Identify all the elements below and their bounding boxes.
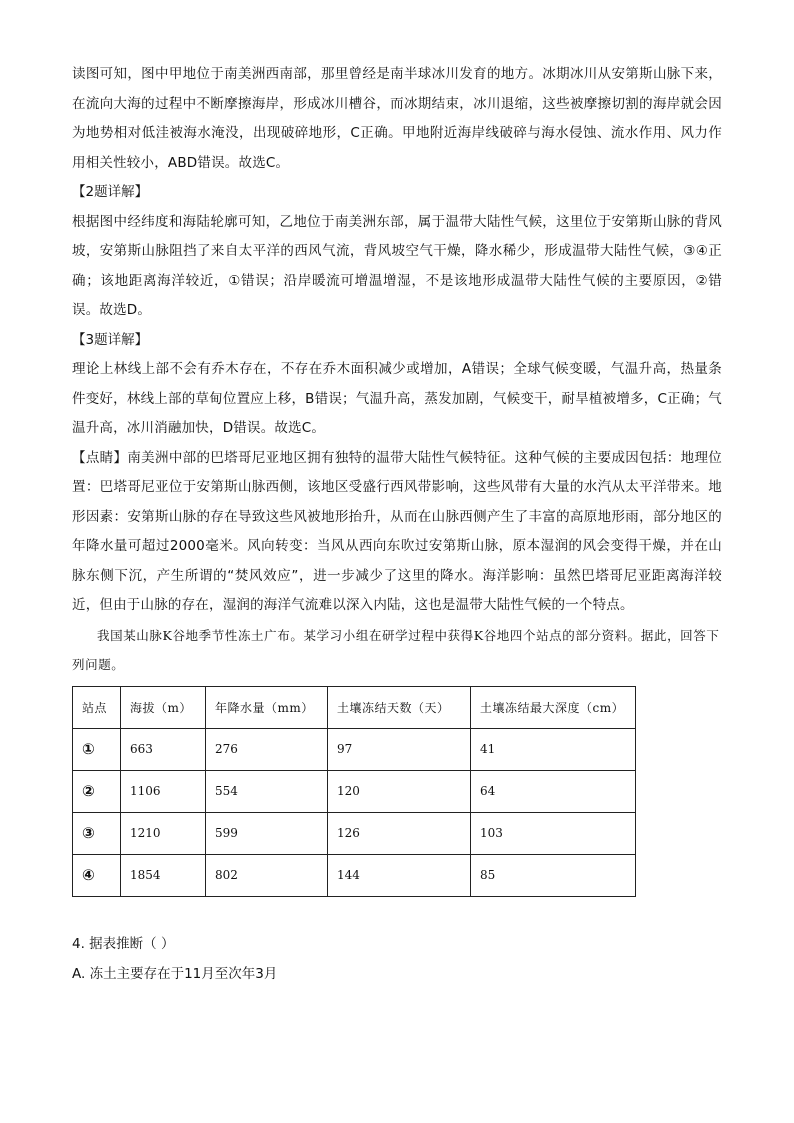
question-stem: 4. 据表推断（ ）	[72, 935, 175, 952]
station-cell	[73, 854, 121, 896]
header-precip: 年降水量（mm）	[206, 686, 328, 728]
altitude-cell: 663	[121, 728, 206, 770]
answer-paragraph-1: 读图可知，图中甲地位于南美洲西南部，那里曾经是南半球冰川发育的地方。冰期冰川从安第斯山脉下来，在流向大海的过程中不断摩擦海岸，形成冰川槽谷，而冰期结束，冰川退缩，这些被摩擦切割的海岸就会因为地势相对低洼被海水淹没，出现破碎地形，C正确。甲地附近海岸线破碎与海水侵蚀、流水作用、风力作用相关性较小，ABD错误。故选C。	[72, 66, 722, 171]
tip-paragraph	[72, 444, 722, 621]
days-cell: 126	[328, 812, 471, 854]
spacer	[72, 897, 722, 929]
station-marker: ②	[82, 781, 95, 800]
table-row	[73, 812, 636, 854]
days-cell: 97	[328, 728, 471, 770]
days-cell: 144	[328, 854, 471, 896]
station-cell	[73, 770, 121, 812]
precip-cell: 802	[206, 854, 328, 896]
header-altitude: 海拔（m）	[121, 686, 206, 728]
station-marker: ③	[82, 823, 95, 842]
station-marker: ①	[82, 739, 95, 758]
altitude-cell: 1854	[121, 854, 206, 896]
header-frozen-depth: 土壤冻结最大深度（cm）	[471, 686, 636, 728]
station-marker: ④	[82, 865, 95, 884]
answer-paragraph-3: 理论上林线上部不会有乔木存在，不存在乔木面积减少或增加，A错误；全球气候变暖，气温升高，热量条件变好，林线上部的草甸位置应上移，B错误；气温升高，蒸发加剧，气候变干，耐旱植被增多，C正确；气温升高，冰川消融加快，D错误。故选C。	[72, 361, 722, 436]
station-data-table	[72, 686, 636, 897]
altitude-cell: 1210	[121, 812, 206, 854]
depth-cell: 64	[471, 770, 636, 812]
altitude-cell: 1106	[121, 770, 206, 812]
table-header-row	[73, 686, 636, 728]
depth-cell: 85	[471, 854, 636, 896]
header-frozen-days: 土壤冻结天数（天）	[328, 686, 471, 728]
tip-text: 南美洲中部的巴塔哥尼亚地区拥有独特的温带大陆性气候特征。这种气候的主要成因包括：地理位置：巴塔哥尼亚位于安第斯山脉西侧，该地区受盛行西风带影响，这些风带有大量的水汽从太平洋带来。地形因素：安第斯山脉的存在导致这些风被地形抬升，从而在山脉西侧产生了丰富的高原地形雨，部分地区的年降水量可超过2000毫米。风向转变：当风从西向东吹过安第斯山脉，原本湿润的风会变得干燥，并在山脉东侧下沉，产生所谓的“焚风效应”，进一步减少了这里的降水。海洋影响：虽然巴塔哥尼亚距离海洋较近，但由于山脉的存在，湿润的海洋气流难以深入内陆，这也是温带大陆性气候的一个特点。	[72, 449, 722, 613]
tip-label: 【点睛】	[72, 449, 128, 466]
station-cell	[73, 812, 121, 854]
question-intro: 我国某山脉K谷地季节性冻土广布。某学习小组在研学过程中获得K谷地四个站点的部分资料。据此，回答下列问题。	[72, 627, 720, 672]
document-page	[72, 60, 722, 989]
station-cell	[73, 728, 121, 770]
header-station: 站点	[73, 686, 121, 728]
precip-cell: 276	[206, 728, 328, 770]
precip-cell: 599	[206, 812, 328, 854]
section-heading-3: 【3题详解】	[72, 331, 149, 348]
precip-cell: 554	[206, 770, 328, 812]
table-row	[73, 728, 636, 770]
table-row	[73, 770, 636, 812]
depth-cell: 41	[471, 728, 636, 770]
table-row	[73, 854, 636, 896]
option-a: A. 冻土主要存在于11月至次年3月	[72, 965, 278, 982]
days-cell: 120	[328, 770, 471, 812]
section-heading-2: 【2题详解】	[72, 184, 149, 200]
depth-cell: 103	[471, 812, 636, 854]
answer-paragraph-2: 根据图中经纬度和海陆轮廓可知，乙地位于南美洲东部，属于温带大陆性气候，这里位于安第斯山脉的背风坡，安第斯山脉阻挡了来自太平洋的西风气流，背风坡空气干燥，降水稀少，形成温带大陆性气候，③④正确；该地距离海洋较近，①错误；沿岸暖流可增温增湿，不是该地形成温带大陆性气候的主要原因，②错误。故选D。	[72, 213, 722, 318]
